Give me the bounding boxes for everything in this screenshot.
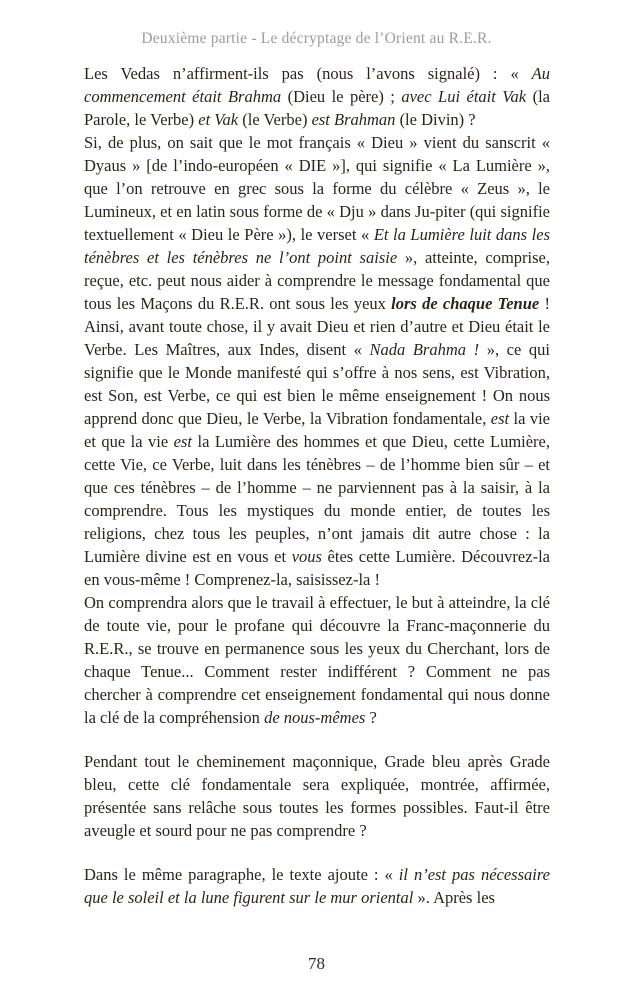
paragraph (84, 62, 550, 131)
paragraph (84, 863, 550, 909)
text-run: êtes cette Lumière. Découvrez-la en vous-même ! Comprenez-la, saisissez-la ! (84, 547, 550, 589)
running-header: Deuxième partie - Le décryptage de l’Orient au R.E.R. (141, 30, 492, 47)
text-run: lors de chaque Tenue (391, 294, 540, 313)
text-run: Au commencement était Brahma (84, 64, 550, 106)
text-run: Nada Brahma ! (369, 340, 480, 359)
text-run: », ce qui signifie que le Monde manifesté qui s’offre à nos sens, est Vibration, est Son, est Verbe, ce qui est bien le même enseignement ! On nous apprend donc que Dieu, le Verbe, la Vibration fondamentale, (84, 340, 550, 428)
text-run: est Brahman (311, 110, 396, 129)
text-run: Pendant tout le cheminement maçonnique, Grade bleu après Grade bleu, cette clé fondamentale sera expliquée, montrée, affirmée, présentée sans relâche sous toutes les formes possibles. Faut-il être aveugle et sourd pour ne pas comprendre ? (84, 752, 550, 840)
text-run: ». Après les (413, 888, 495, 907)
text-run: Les Vedas n’affirment-ils pas (nous l’avons signalé) : « (84, 64, 532, 83)
text-run: Dans le même paragraphe, le texte ajoute : « (84, 865, 399, 884)
paragraph (84, 750, 550, 842)
text-run: (Dieu le père) ; (281, 87, 402, 106)
text-run: est (173, 432, 193, 451)
text-run: avec Lui était Vak (401, 87, 527, 106)
text-run: la vie et que la vie (84, 409, 550, 451)
text-run: il n’est pas nécessaire que le soleil et la lune figurent sur le mur oriental (84, 865, 550, 907)
text-run: Si, de plus, on sait que le mot français « Dieu » vient du sanscrit « Dyaus » [de l’indo-européen « DIE »], qui signifie « La Lumière », que l’on retrouve en grec sous la forme du célèbre « Zeus », le Lumineux, et en latin sous forme de « Dju » dans Ju-piter (qui signifie textuellement « Dieu le Père »), le verset « (84, 133, 550, 244)
paragraph (84, 131, 550, 591)
text-run: On comprendra alors que le travail à effectuer, le but à atteindre, la clé de toute vie, pour le profane qui découvre la Franc-maçonnerie du R.E.R., se trouve en permanence sous les yeux du Cherchant, lors de chaque Tenue... Comment rester indifférent ? Comment ne pas chercher à comprendre cet enseignement fondamental qui nous donne la clé de la compréhension (84, 593, 550, 727)
text-run: », atteinte, comprise, reçue, etc. peut nous aider à comprendre le message fondamental que tous les Maçons du R.E.R. ont sous les yeux (84, 248, 551, 313)
text-run: (la Parole, le Verbe) (84, 87, 550, 129)
text-run: vous (291, 547, 322, 566)
text-run: Et la Lumière luit dans les ténèbres et les ténèbres ne l’ont point saisie (84, 225, 550, 267)
page-number: 78 (308, 954, 325, 973)
text-run: est (490, 409, 510, 428)
text-run: ? (365, 708, 377, 727)
body-text (84, 62, 550, 909)
text-run: et Vak (198, 110, 239, 129)
text-run: de nous-mêmes (264, 708, 366, 727)
text-run: ! Ainsi, avant toute chose, il y avait Dieu et rien d’autre et Dieu était le Verbe. Les Maîtres, aux Indes, disent « (84, 294, 550, 359)
text-run: la Lumière des hommes et que Dieu, cette Lumière, cette Vie, ce Verbe, luit dans les ténèbres – de l’homme bien sûr – et que ces ténèbres – de l’homme – ne parviennent pas à la saisir, à la comprendre. Tous les mystiques du monde entier, de toutes les religions, chez tous les peuples, n’ont jamais dit autre chose : la Lumière divine est en vous et (84, 432, 550, 566)
paragraph (84, 591, 550, 729)
text-run: (le Verbe) (238, 110, 312, 129)
text-run: (le Divin) ? (395, 110, 476, 129)
